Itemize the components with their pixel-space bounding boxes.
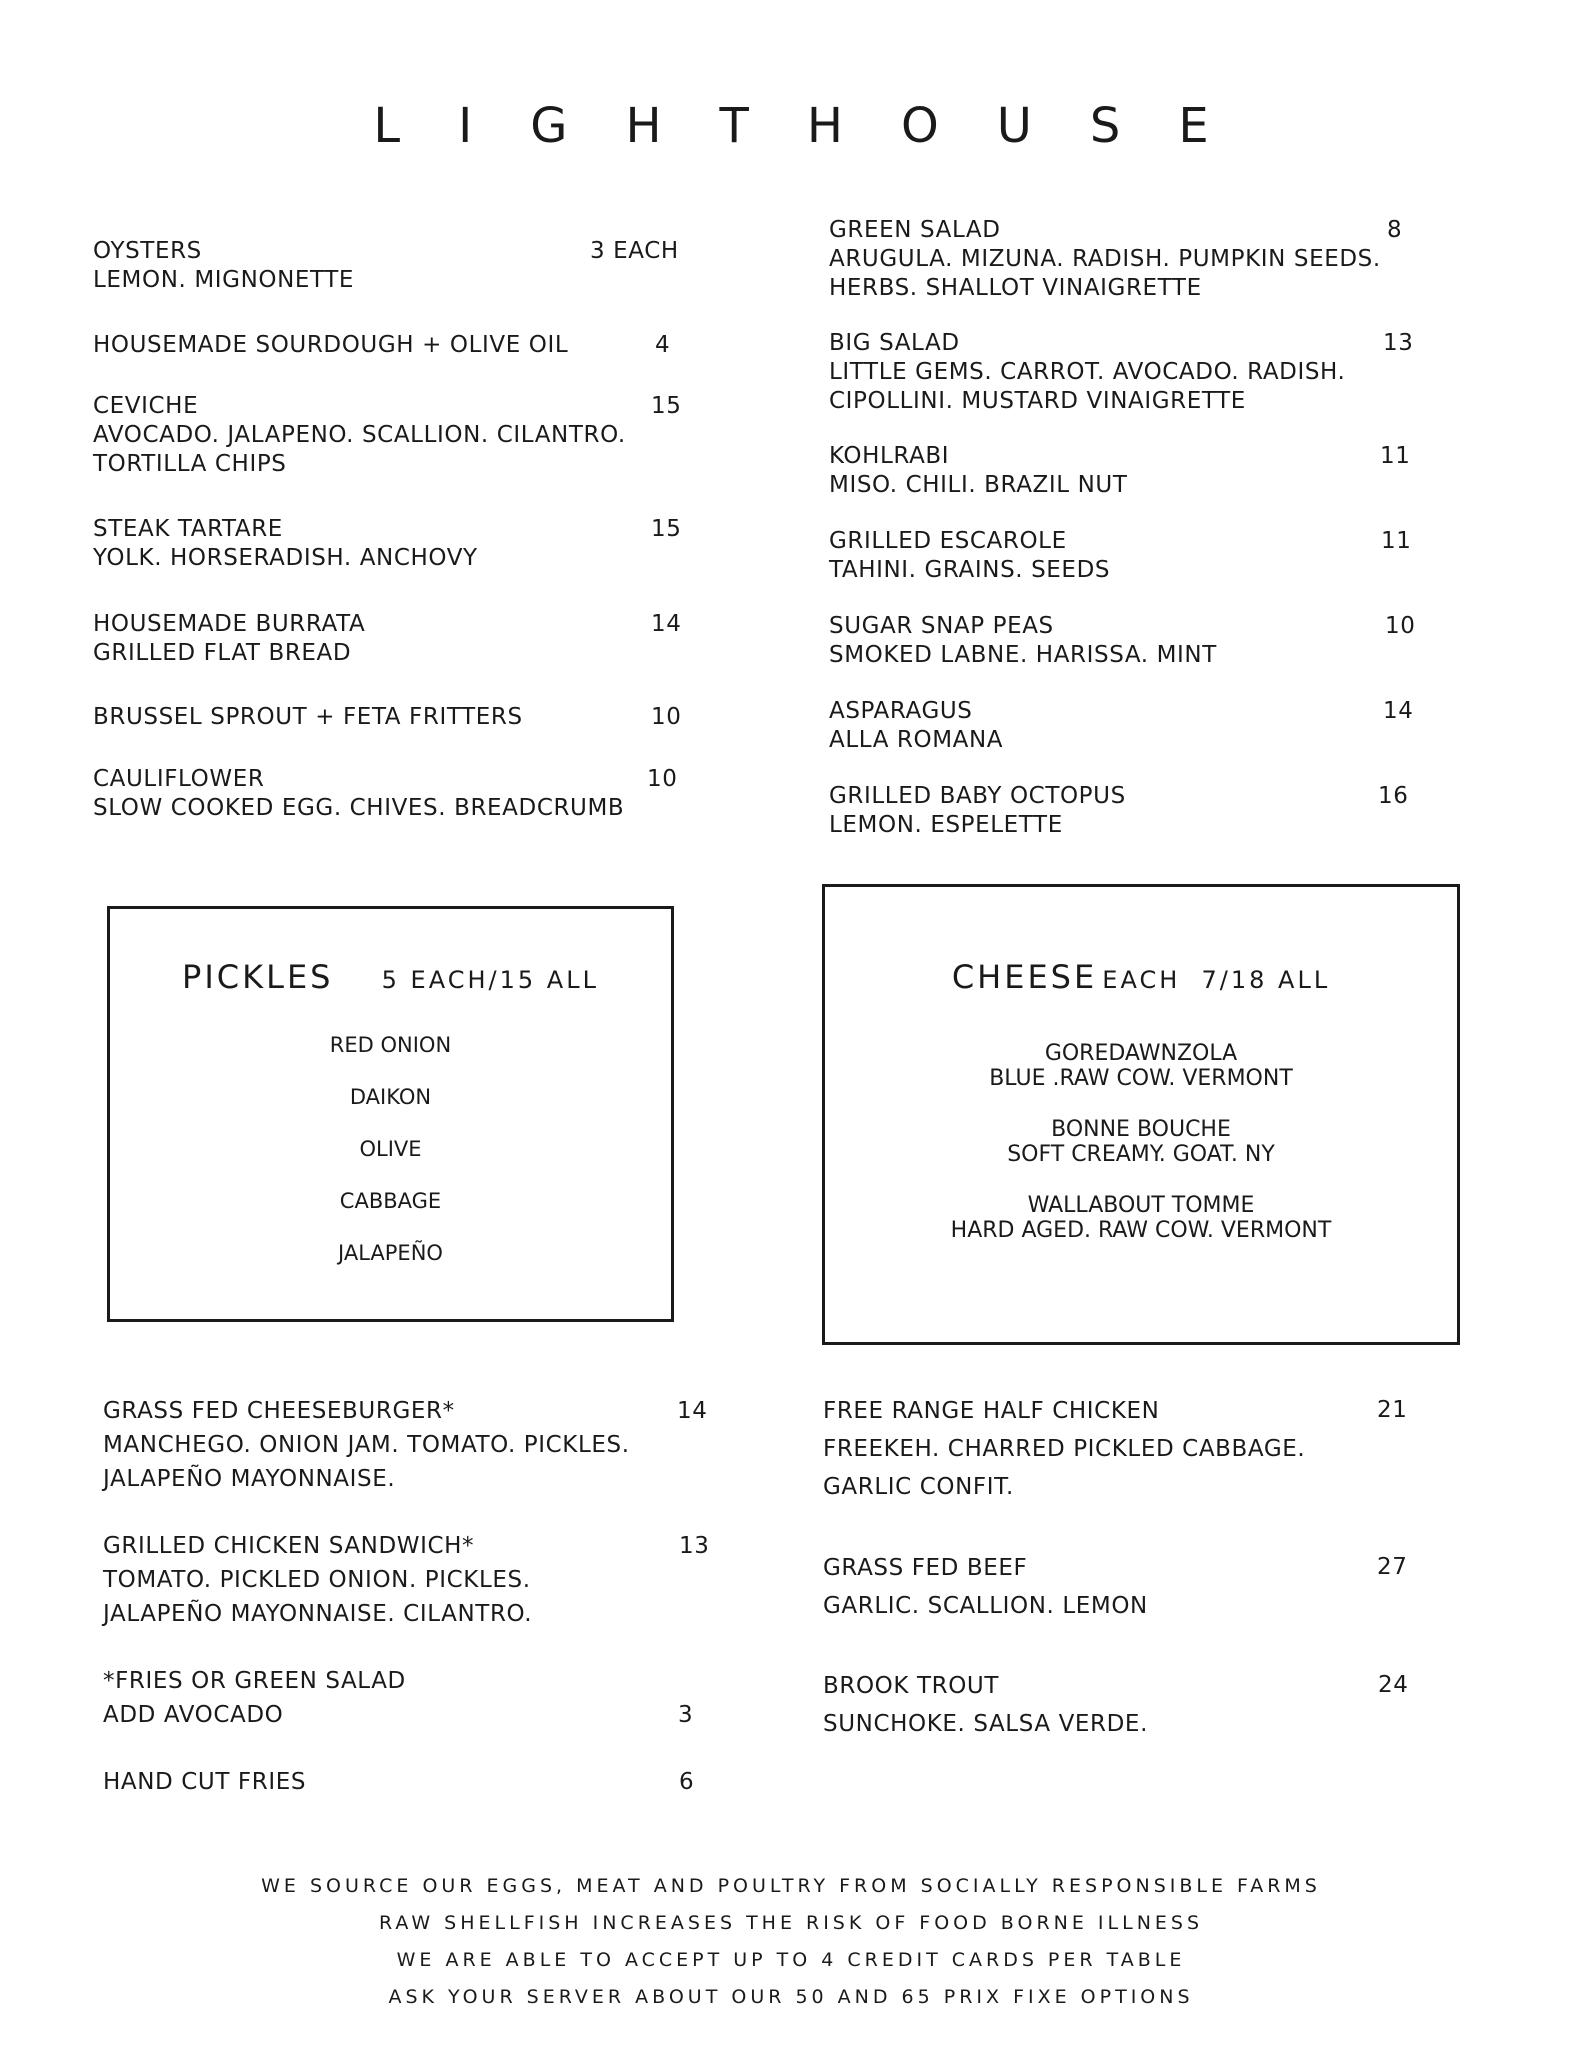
pickles-title: PICKLES (182, 958, 334, 996)
item-name: BROOK TROUT (823, 1673, 999, 1699)
menu-item-kohlrabi (829, 442, 1128, 500)
item-name: FREE RANGE HALF CHICKEN (823, 1398, 1160, 1424)
cheese-box (822, 884, 1460, 1345)
menu-item-half-chicken (823, 1392, 1305, 1506)
item-price: 4 (655, 332, 671, 358)
pickles-price: 5 EACH/15 ALL (381, 966, 599, 994)
cheese-list (825, 1041, 1457, 1269)
item-desc: GARLIC. SCALLION. LEMON (823, 1593, 1148, 1619)
item-price: 6 (679, 1769, 695, 1795)
item-price: 27 (1377, 1554, 1408, 1580)
item-desc: HERBS. SHALLOT VINAIGRETTE (829, 275, 1202, 301)
item-desc: GARLIC CONFIT. (823, 1474, 1014, 1500)
pickles-list (110, 1031, 671, 1291)
footer-line: ASK YOUR SERVER ABOUT OUR 50 AND 65 PRIX FIXE OPTIONS (388, 1986, 1194, 2008)
item-price: 24 (1378, 1672, 1409, 1698)
item-desc: MANCHEGO. ONION JAM. TOMATO. PICKLES. (103, 1432, 630, 1458)
cheese-price: EACH 7/18 ALL (1102, 966, 1331, 994)
add-avocado: ADD AVOCADO (103, 1702, 284, 1728)
menu-item-cauliflower (93, 765, 624, 823)
item-price: 10 (647, 766, 678, 792)
item-name: HOUSEMADE SOURDOUGH + OLIVE OIL (93, 332, 569, 358)
cheese-item (825, 1117, 1457, 1167)
item-price: 11 (1380, 443, 1411, 469)
menu-item-chicken-sandwich (103, 1529, 532, 1631)
menu-item-brussel-sprout (93, 703, 523, 732)
item-name: OYSTERS (93, 238, 202, 264)
footer-notes (0, 1868, 1582, 2016)
item-name: GRILLED ESCAROLE (829, 528, 1067, 554)
pickle-item: RED ONION (329, 1033, 452, 1057)
item-desc: ALLA ROMANA (829, 727, 1004, 753)
item-desc: TAHINI. GRAINS. SEEDS (829, 557, 1111, 583)
item-price: 14 (1383, 698, 1414, 724)
cheese-item (825, 1193, 1457, 1243)
item-name: ASPARAGUS (829, 698, 973, 724)
sides-note-text: *FRIES OR GREEN SALAD (103, 1668, 406, 1694)
item-price: 15 (651, 393, 682, 419)
cheese-name: WALLABOUT TOMME (1027, 1193, 1255, 1218)
footer-line: WE ARE ABLE TO ACCEPT UP TO 4 CREDIT CARDS PER TABLE (396, 1949, 1186, 1971)
item-price: 10 (651, 704, 682, 730)
item-desc: LEMON. ESPELETTE (829, 812, 1063, 838)
pickles-header (110, 958, 671, 996)
item-price: 15 (651, 516, 682, 542)
item-desc: TORTILLA CHIPS (93, 451, 287, 477)
restaurant-title: LIGHTHOUSE (373, 98, 1267, 154)
menu-item-sourdough (93, 331, 568, 360)
item-desc: JALAPEÑO MAYONNAISE. (103, 1466, 396, 1492)
item-desc: MISO. CHILI. BRAZIL NUT (829, 472, 1128, 498)
item-price: 13 (679, 1533, 710, 1559)
cheese-name: BONNE BOUCHE (1051, 1117, 1231, 1142)
sides-note (103, 1664, 406, 1732)
cheese-desc: HARD AGED. RAW COW. VERMONT (950, 1218, 1332, 1243)
item-price: 14 (677, 1398, 708, 1424)
menu-item-sugar-snap-peas (829, 612, 1217, 670)
menu-item-grilled-baby-octopus (829, 782, 1126, 840)
pickle-item: CABBAGE (339, 1189, 442, 1213)
item-name: GREEN SALAD (829, 217, 1001, 243)
item-name: STEAK TARTARE (93, 516, 283, 542)
menu-item-green-salad (829, 216, 1381, 303)
item-desc: SUNCHOKE. SALSA VERDE. (823, 1711, 1148, 1737)
item-desc: GRILLED FLAT BREAD (93, 640, 352, 666)
item-desc: JALAPEÑO MAYONNAISE. CILANTRO. (103, 1601, 533, 1627)
menu-item-grass-fed-beef (823, 1549, 1148, 1625)
item-desc: SMOKED LABNE. HARISSA. MINT (829, 642, 1217, 668)
cheese-item (825, 1041, 1457, 1091)
item-desc: SLOW COOKED EGG. CHIVES. BREADCRUMB (93, 795, 625, 821)
pickle-item: DAIKON (349, 1085, 432, 1109)
item-desc: LITTLE GEMS. CARROT. AVOCADO. RADISH. (829, 359, 1346, 385)
cheese-title: CHEESE (951, 958, 1098, 996)
item-desc: TOMATO. PICKLED ONION. PICKLES. (103, 1567, 531, 1593)
menu-item-asparagus (829, 697, 1003, 755)
item-name: GRILLED CHICKEN SANDWICH* (103, 1533, 475, 1559)
cheese-desc: SOFT CREAMY. GOAT. NY (1007, 1142, 1275, 1167)
menu-item-brook-trout (823, 1667, 1148, 1743)
item-desc: ARUGULA. MIZUNA. RADISH. PUMPKIN SEEDS. (829, 246, 1381, 272)
item-name: SUGAR SNAP PEAS (829, 613, 1054, 639)
item-name: HAND CUT FRIES (103, 1769, 307, 1795)
menu-item-burrata (93, 610, 365, 668)
footer-line: WE SOURCE OUR EGGS, MEAT AND POULTRY FROM SOCIALLY RESPONSIBLE FARMS (261, 1875, 1321, 1897)
cheese-desc: BLUE .RAW COW. VERMONT (989, 1066, 1293, 1091)
item-price: 21 (1377, 1397, 1408, 1423)
pickle-item: JALAPEÑO (338, 1241, 443, 1265)
item-desc: YOLK. HORSERADISH. ANCHOVY (93, 545, 478, 571)
pickle-item: OLIVE (359, 1137, 422, 1161)
item-price: 14 (651, 611, 682, 637)
item-desc: LEMON. MIGNONETTE (93, 267, 355, 293)
item-price: 13 (1383, 330, 1414, 356)
menu-item-hand-cut-fries (103, 1765, 306, 1799)
item-desc: AVOCADO. JALAPENO. SCALLION. CILANTRO. (93, 422, 626, 448)
cheese-header (825, 958, 1457, 996)
item-desc: FREEKEH. CHARRED PICKLED CABBAGE. (823, 1436, 1306, 1462)
menu-item-cheeseburger (103, 1394, 630, 1496)
menu-item-grilled-escarole (829, 527, 1110, 585)
item-name: HOUSEMADE BURRATA (93, 611, 366, 637)
item-price: 3 EACH (590, 238, 679, 264)
item-name: GRASS FED BEEF (823, 1555, 1028, 1581)
item-desc: CIPOLLINI. MUSTARD VINAIGRETTE (829, 388, 1246, 414)
item-name: KOHLRABI (829, 443, 950, 469)
item-name: GRASS FED CHEESEBURGER* (103, 1398, 455, 1424)
menu-item-big-salad (829, 329, 1345, 416)
item-price: 16 (1378, 783, 1409, 809)
item-name: CEVICHE (93, 393, 199, 419)
item-price: 11 (1381, 528, 1412, 554)
item-price: 10 (1385, 613, 1416, 639)
footer-line: RAW SHELLFISH INCREASES THE RISK OF FOOD BORNE ILLNESS (378, 1912, 1204, 1934)
menu-item-ceviche (93, 392, 626, 479)
item-name: GRILLED BABY OCTOPUS (829, 783, 1126, 809)
item-price: 8 (1387, 217, 1403, 243)
item-name: BRUSSEL SPROUT + FETA FRITTERS (93, 704, 523, 730)
menu-item-steak-tartare (93, 515, 478, 573)
item-name: CAULIFLOWER (93, 766, 265, 792)
item-price: 3 (678, 1702, 694, 1728)
menu-item-oysters (93, 237, 354, 295)
pickles-box (107, 906, 674, 1322)
item-name: BIG SALAD (829, 330, 960, 356)
cheese-name: GOREDAWNZOLA (1044, 1041, 1238, 1066)
